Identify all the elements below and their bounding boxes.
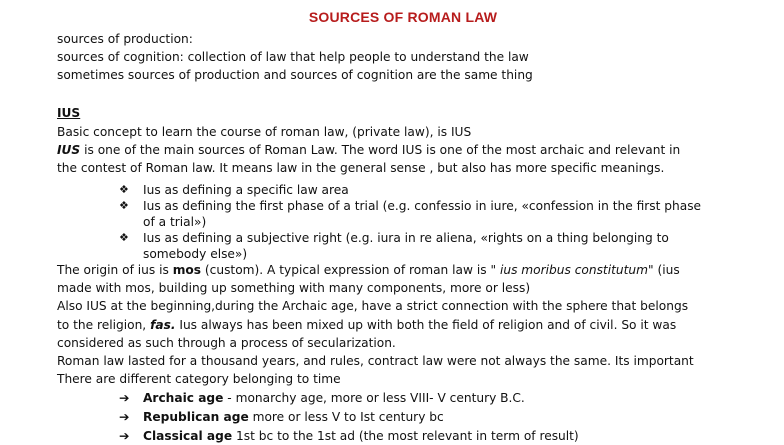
section-heading-ius: IUS — [57, 106, 81, 120]
ius-definition-text: is one of the main sources of Roman Law. The word IUS is one of the most archaic and relevant in — [80, 143, 681, 157]
intro-line-3: sometimes sources of production and sources of cognition are the same thing — [57, 68, 533, 82]
intro-line-1: sources of production: — [57, 32, 193, 46]
origin-text-c: " (ius — [647, 263, 680, 277]
origin-text-b: (custom). A typical expression of roman law is " — [201, 263, 497, 277]
age-desc: 1st bc to the 1st ad (the most relevant in term of result) — [232, 429, 579, 443]
diamond-bullet-icon: ❖ — [119, 199, 129, 212]
diamond-bullet-icon: ❖ — [119, 231, 129, 244]
category-line: There are different category belonging to time — [57, 372, 341, 386]
age-desc: more or less V to Ist century bc — [248, 410, 444, 424]
arrow-right-icon: ➔ — [119, 390, 130, 405]
origin-line-2: made with mos, building up something with many components, more or less) — [57, 281, 531, 295]
mos-term: mos — [172, 263, 202, 277]
origin-text-a: The origin of ius is — [57, 263, 173, 277]
origin-line-1 — [57, 261, 680, 279]
ius-definition-line-2: the contest of Roman law. It means law in the general sense , but also has more specific meanings. — [57, 161, 665, 175]
ius-definition-line-1 — [57, 141, 680, 159]
bullet-2-line-2: of a trial») — [143, 215, 207, 229]
ius-moribus-phrase: ius moribus constitutum — [496, 263, 648, 277]
basic-concept-line: Basic concept to learn the course of roman law, (private law), is IUS — [57, 125, 472, 139]
arrow-right-icon: ➔ — [119, 409, 130, 424]
bullet-2-line-1: Ius as defining the first phase of a trial (e.g. confessio in iure, «confession in the first phase — [143, 199, 702, 213]
age-item-archaic — [143, 389, 525, 407]
age-item-classical — [143, 427, 579, 445]
archaic-connection-line-1: Also IUS at the beginning,during the Archaic age, have a strict connection with the sphere that belongs — [57, 299, 689, 313]
intro-line-2: sources of cognition: collection of law that help people to understand the law — [57, 50, 529, 64]
age-item-republican — [143, 408, 444, 426]
archaic-connection-line-2 — [57, 316, 676, 334]
document-title: SOURCES OF ROMAN LAW — [308, 9, 498, 25]
age-name: Republican age — [143, 410, 249, 424]
bullet-3-line-1: Ius as defining a subjective right (e.g. iura in re aliena, «rights on a thing belonging to — [143, 231, 669, 245]
age-name: Archaic age — [143, 391, 224, 405]
age-desc: - monarchy age, more or less VIII- V century B.C. — [223, 391, 525, 405]
fas-term: fas. — [150, 318, 176, 332]
age-name: Classical age — [143, 429, 233, 443]
bullet-3-line-2: somebody else») — [143, 247, 248, 261]
religion-text: to the religion, — [57, 318, 151, 332]
bullet-1-line-1: Ius as defining a specific law area — [143, 183, 349, 197]
ius-term: IUS — [57, 143, 81, 157]
roman-law-duration-line: Roman law lasted for a thousand years, and rules, contract law were not always the same. Its important — [57, 354, 694, 368]
mixed-text: Ius always has been mixed up with both the field of religion and of civil. So it was — [175, 318, 677, 332]
diamond-bullet-icon: ❖ — [119, 183, 129, 196]
archaic-connection-line-3: considered as such through a process of secularization. — [57, 336, 396, 350]
arrow-right-icon: ➔ — [119, 428, 130, 443]
